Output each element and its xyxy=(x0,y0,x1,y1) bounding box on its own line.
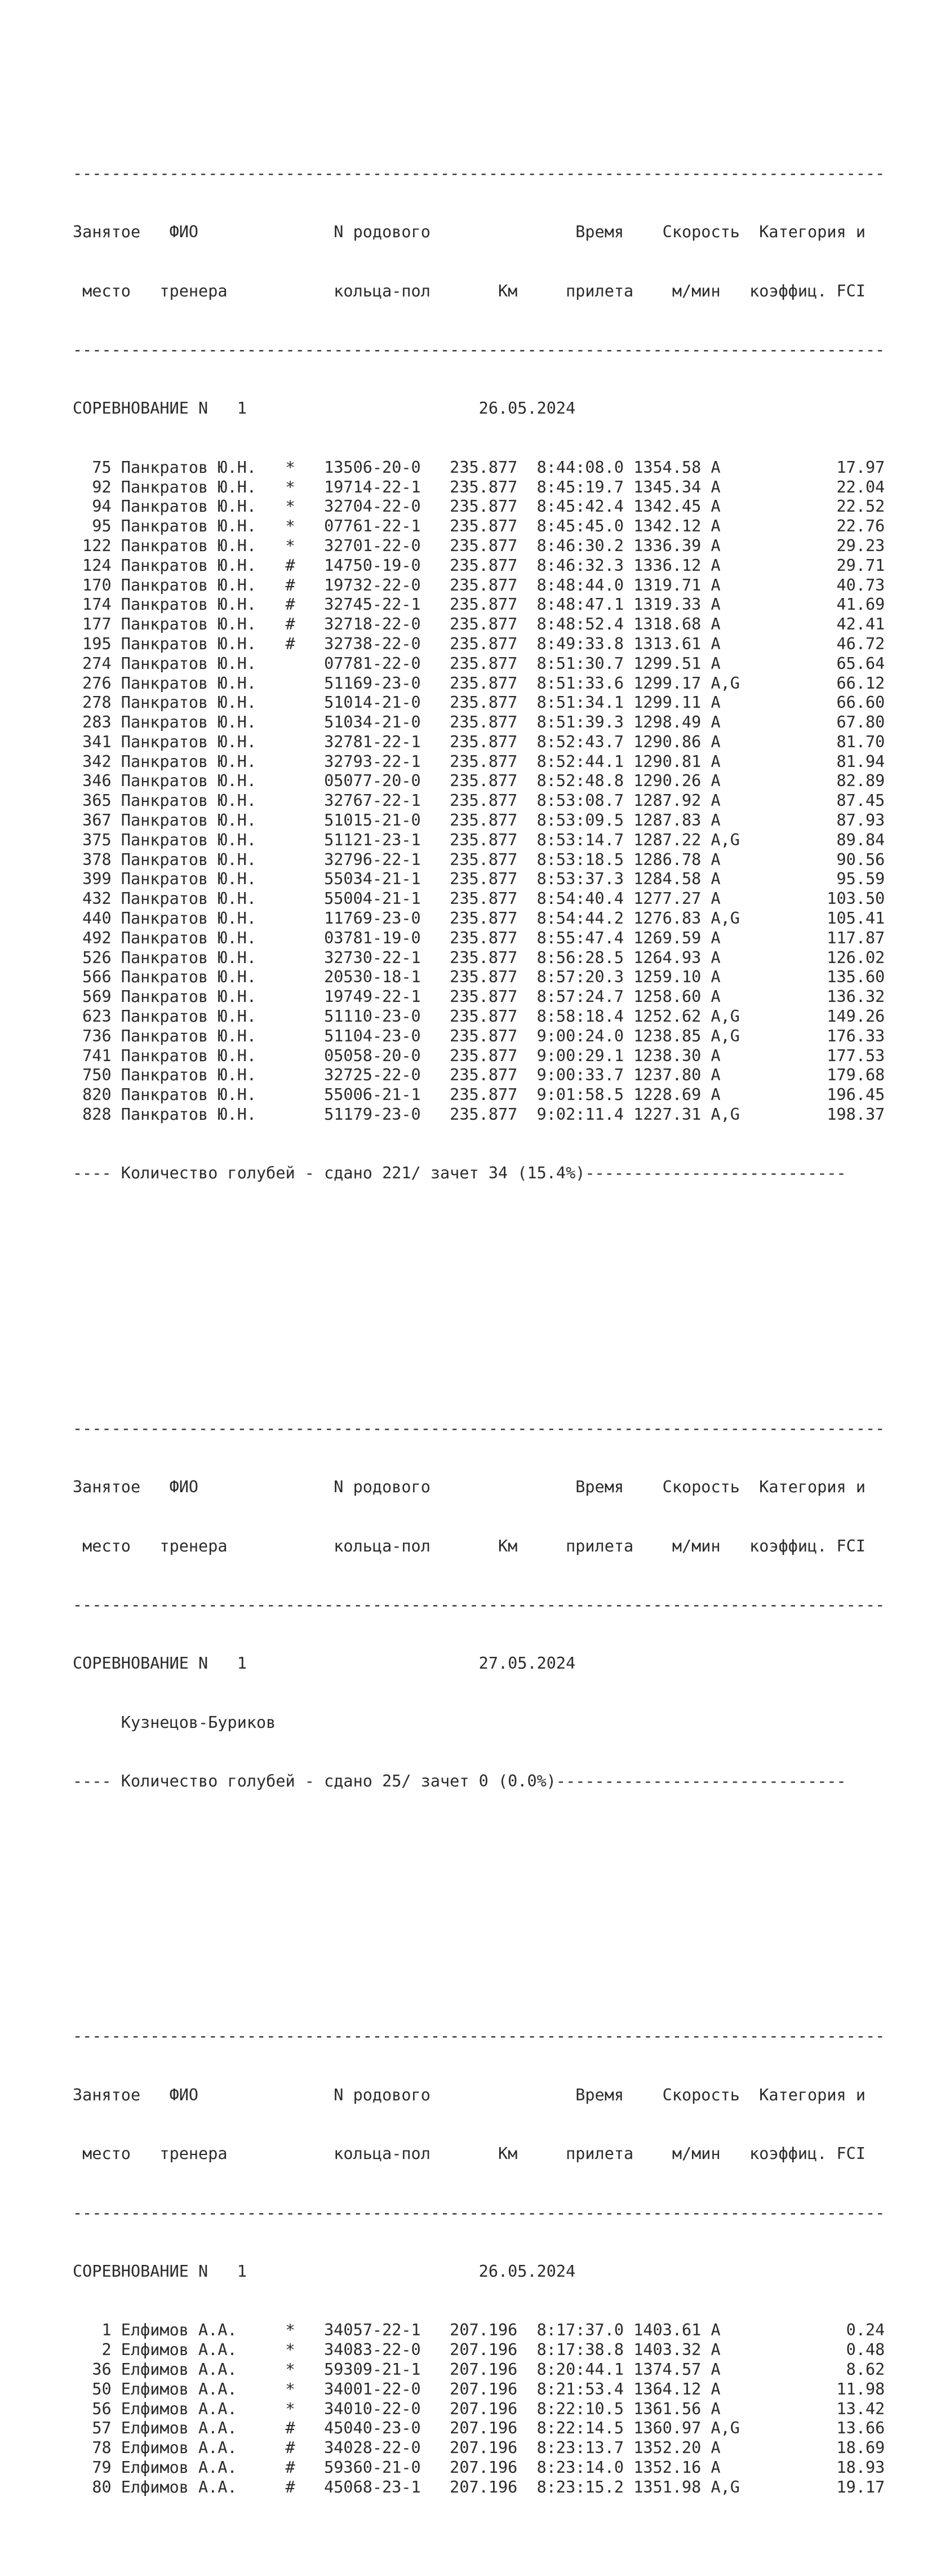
result-row: 78 Елфимов А.А. # 34028-22-0 207.196 8:23:13.7 1352.20 A 18.69 xyxy=(73,2438,885,2458)
spacer xyxy=(73,1890,918,1909)
result-row: 432 Панкратов Ю.Н. 55004-21-1 235.877 8:54:40.4 1277.27 A 103.50 xyxy=(73,889,885,908)
result-row: 174 Панкратов Ю.Н. # 32745-22-1 235.877 8:48:47.1 1319.33 A 41.69 xyxy=(73,595,885,614)
result-row: 56 Елфимов А.А. * 34010-22-0 207.196 8:22:10.5 1361.56 A 13.42 xyxy=(73,2399,885,2418)
results-block-2 xyxy=(73,1380,918,1830)
separator-line: ------------------------------------------------------------------------------------ xyxy=(73,163,885,183)
result-row: 274 Панкратов Ю.Н. 07781-22-0 235.877 8:51:30.7 1299.51 A 65.64 xyxy=(73,654,885,673)
result-row: 566 Панкратов Ю.Н. 20530-18-1 235.877 8:57:20.3 1259.10 A 135.60 xyxy=(73,968,885,987)
result-row: 375 Панкратов Ю.Н. 51121-23-1 235.877 8:53:14.7 1287.22 A,G 89.84 xyxy=(73,830,885,849)
result-row: 828 Панкратов Ю.Н. 51179-23-0 235.877 9:02:11.4 1227.31 A,G 198.37 xyxy=(73,1105,885,1124)
result-row: 283 Панкратов Ю.Н. 51034-21-0 235.877 8:51:39.3 1298.49 A 67.80 xyxy=(73,713,885,732)
results-rows xyxy=(73,458,918,1125)
result-row: 623 Панкратов Ю.Н. 51110-23-0 235.877 8:58:18.4 1252.62 A,G 149.26 xyxy=(73,1007,885,1026)
results-rows xyxy=(73,1713,918,1733)
result-row: 378 Панкратов Ю.Н. 32796-22-1 235.877 8:53:18.5 1286.78 A 90.56 xyxy=(73,850,885,869)
summary-line: ---- Количество голубей - сдано 25/ зачет 0 (0.0%)------------------------------ xyxy=(73,1772,846,1791)
results-rows xyxy=(73,2321,918,2497)
spacer xyxy=(73,1282,918,1301)
result-row: 342 Панкратов Ю.Н. 32793-22-1 235.877 8:52:44.1 1290.81 A 81.94 xyxy=(73,752,885,771)
summary-line: ---- Количество голубей - сдано 221/ зачет 34 (15.4%)--------------------------- xyxy=(73,1164,846,1183)
competition-title: СОРЕВНОВАНИЕ N 1 26.05.2024 xyxy=(73,399,576,418)
separator-line: ------------------------------------------------------------------------------------ xyxy=(73,340,885,359)
results-block-3 xyxy=(73,1988,918,2537)
result-row: 346 Панкратов Ю.Н. 05077-20-0 235.877 8:52:48.8 1290.26 A 82.89 xyxy=(73,772,885,791)
header-line-1: Занятое ФИО N родового Время Скорость Категория и xyxy=(73,2085,866,2104)
result-row: 278 Панкратов Ю.Н. 51014-21-0 235.877 8:51:34.1 1299.11 A 66.60 xyxy=(73,693,885,712)
header-line-2: место тренера кольца-пол Км прилета м/мин коэффиц. FCI xyxy=(73,281,866,300)
header-line-1: Занятое ФИО N родового Время Скорость Категория и xyxy=(73,1478,866,1497)
result-row: 736 Панкратов Ю.Н. 51104-23-0 235.877 9:00:24.0 1238.85 A,G 176.33 xyxy=(73,1026,885,1045)
header-line-2: место тренера кольца-пол Км прилета м/мин коэффиц. FCI xyxy=(73,2144,866,2163)
result-row: 57 Елфимов А.А. # 45040-23-0 207.196 8:22:14.5 1360.97 A,G 13.66 xyxy=(73,2419,885,2438)
header-line-1: Занятое ФИО N родового Время Скорость Категория и xyxy=(73,223,866,242)
separator-line: ------------------------------------------------------------------------------------ xyxy=(73,1595,885,1614)
result-row: 341 Панкратов Ю.Н. 32781-22-1 235.877 8:52:43.7 1290.86 A 81.70 xyxy=(73,732,885,751)
result-row: 276 Панкратов Ю.Н. 51169-23-0 235.877 8:51:33.6 1299.17 A,G 66.12 xyxy=(73,673,885,693)
result-row: 177 Панкратов Ю.Н. # 32718-22-0 235.877 8:48:52.4 1318.68 A 42.41 xyxy=(73,615,885,634)
results-block-1 xyxy=(73,125,918,1223)
separator-line: ------------------------------------------------------------------------------------ xyxy=(73,2203,885,2222)
result-row: 122 Панкратов Ю.Н. * 32701-22-0 235.877 8:46:30.2 1336.39 A 29.23 xyxy=(73,536,885,555)
results-document xyxy=(73,46,918,2576)
result-row: Кузнецов-Буриков xyxy=(73,1713,276,1732)
result-row: 440 Панкратов Ю.Н. 11769-23-0 235.877 8:54:44.2 1276.83 A,G 105.41 xyxy=(73,909,885,928)
result-row: 92 Панкратов Ю.Н. * 19714-22-1 235.877 8:45:19.7 1345.34 A 22.04 xyxy=(73,477,885,496)
result-row: 2 Елфимов А.А. * 34083-22-0 207.196 8:17:38.8 1403.32 A 0.48 xyxy=(73,2340,885,2360)
result-row: 399 Панкратов Ю.Н. 55034-21-1 235.877 8:53:37.3 1284.58 A 95.59 xyxy=(73,870,885,889)
header-line-2: место тренера кольца-пол Км прилета м/мин коэффиц. FCI xyxy=(73,1536,866,1555)
result-row: 170 Панкратов Ю.Н. # 19732-22-0 235.877 8:48:44.0 1319.71 A 40.73 xyxy=(73,575,885,595)
result-row: 75 Панкратов Ю.Н. * 13506-20-0 235.877 8:44:08.0 1354.58 A 17.97 xyxy=(73,458,885,477)
result-row: 750 Панкратов Ю.Н. 32725-22-0 235.877 9:00:33.7 1237.80 A 179.68 xyxy=(73,1066,885,1085)
result-row: 741 Панкратов Ю.Н. 05058-20-0 235.877 9:00:29.1 1238.30 A 177.53 xyxy=(73,1046,885,1065)
result-row: 50 Елфимов А.А. * 34001-22-0 207.196 8:21:53.4 1364.12 A 11.98 xyxy=(73,2379,885,2398)
separator-line: ------------------------------------------------------------------------------------ xyxy=(73,2027,885,2046)
result-row: 492 Панкратов Ю.Н. 03781-19-0 235.877 8:55:47.4 1269.59 A 117.87 xyxy=(73,928,885,947)
result-row: 526 Панкратов Ю.Н. 32730-22-1 235.877 8:56:28.5 1264.93 A 126.02 xyxy=(73,948,885,967)
result-row: 195 Панкратов Ю.Н. # 32738-22-0 235.877 8:49:33.8 1313.61 A 46.72 xyxy=(73,634,885,653)
competition-title: СОРЕВНОВАНИЕ N 1 26.05.2024 xyxy=(73,2262,576,2281)
result-row: 365 Панкратов Ю.Н. 32767-22-1 235.877 8:53:08.7 1287.92 A 87.45 xyxy=(73,791,885,810)
result-row: 124 Панкратов Ю.Н. # 14750-19-0 235.877 8:46:32.3 1336.12 A 29.71 xyxy=(73,556,885,575)
result-row: 95 Панкратов Ю.Н. * 07761-22-1 235.877 8:45:45.0 1342.12 A 22.76 xyxy=(73,517,885,536)
result-row: 367 Панкратов Ю.Н. 51015-21-0 235.877 8:53:09.5 1287.83 A 87.93 xyxy=(73,811,885,830)
result-row: 94 Панкратов Ю.Н. * 32704-22-0 235.877 8:45:42.4 1342.45 A 22.52 xyxy=(73,497,885,516)
result-row: 820 Панкратов Ю.Н. 55006-21-1 235.877 9:01:58.5 1228.69 A 196.45 xyxy=(73,1085,885,1105)
result-row: 1 Елфимов А.А. * 34057-22-1 207.196 8:17:37.0 1403.61 A 0.24 xyxy=(73,2321,885,2340)
result-row: 80 Елфимов А.А. # 45068-23-1 207.196 8:23:15.2 1351.98 A,G 19.17 xyxy=(73,2477,885,2497)
result-row: 36 Елфимов А.А. * 59309-21-1 207.196 8:20:44.1 1374.57 A 8.62 xyxy=(73,2360,885,2379)
competition-title: СОРЕВНОВАНИЕ N 1 27.05.2024 xyxy=(73,1654,576,1673)
result-row: 79 Елфимов А.А. # 59360-21-0 207.196 8:23:14.0 1352.16 A 18.93 xyxy=(73,2458,885,2477)
separator-line: ------------------------------------------------------------------------------------ xyxy=(73,1418,885,1438)
result-row: 569 Панкратов Ю.Н. 19749-22-1 235.877 8:57:24.7 1258.60 A 136.32 xyxy=(73,987,885,1007)
